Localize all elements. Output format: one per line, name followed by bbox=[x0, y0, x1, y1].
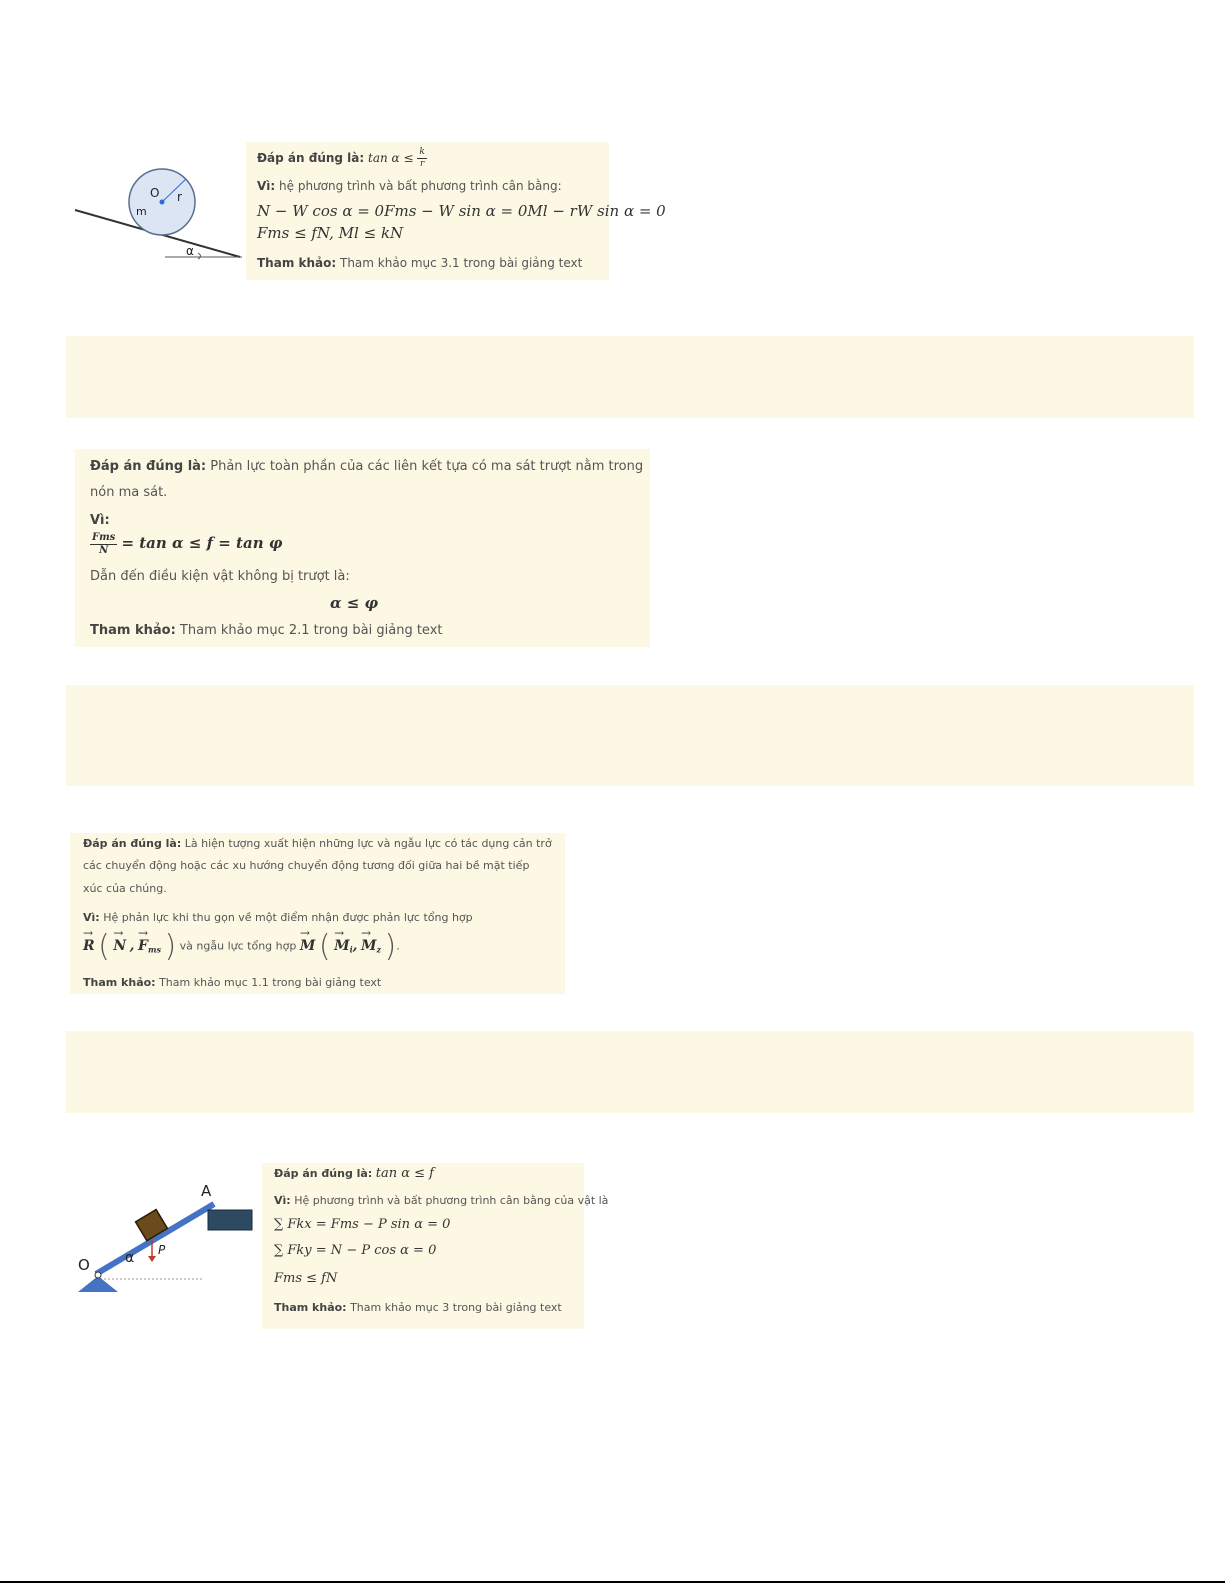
hinge-point bbox=[95, 1272, 101, 1278]
answer-panel-2 bbox=[75, 449, 650, 647]
answer-text-2: nón ma sát. bbox=[90, 485, 168, 500]
reason-text: Hệ phản lực khi thu gọn về một điểm nhận được phản lực tổng hợp bbox=[103, 911, 473, 924]
answer-panel-1 bbox=[246, 142, 666, 280]
vector-N: → N bbox=[113, 938, 126, 954]
reference-label: Tham khảo: bbox=[274, 1301, 347, 1314]
label-O: O bbox=[78, 1256, 90, 1274]
force-label: P bbox=[158, 1243, 166, 1257]
rolling-cylinder-diagram bbox=[70, 165, 242, 279]
vector-F: → F bbox=[138, 938, 148, 954]
reference-line bbox=[90, 623, 442, 638]
reference-text: Tham khảo mục 3.1 trong bài giảng text bbox=[340, 256, 583, 270]
mass-label: m bbox=[136, 205, 147, 218]
answer-label: Đáp án đúng là: bbox=[257, 151, 365, 165]
answer-text-1: Là hiện tượng xuất hiện những lực và ngẫu lực có tác dụng cản trở bbox=[184, 837, 552, 850]
reference-line bbox=[274, 1301, 562, 1314]
conclusion-text: Dẫn đến điều kiện vật không bị trượt là: bbox=[90, 569, 350, 584]
reason-label: Vì: bbox=[90, 513, 110, 528]
reason-label: Vì: bbox=[257, 179, 276, 193]
equation-2: α ≤ φ bbox=[330, 594, 379, 612]
answer-panel-3 bbox=[70, 833, 565, 994]
answer-text-1: Phản lực toàn phần của các liên kết tựa có ma sát trượt nằm trong bbox=[210, 459, 644, 474]
separator-band-2 bbox=[66, 685, 1194, 786]
equation-2: Fms ≤ fN, Ml ≤ kN bbox=[257, 224, 404, 242]
angle-label: α bbox=[186, 244, 194, 258]
vector-Mi: → M bbox=[334, 938, 350, 954]
equation-3: Fms ≤ fN bbox=[274, 1271, 338, 1286]
equation-2: ∑ Fky = N − P cos α = 0 bbox=[274, 1243, 437, 1258]
radius-label: r bbox=[177, 190, 182, 204]
reference-line bbox=[257, 256, 582, 270]
inclined-beam-diagram bbox=[72, 1178, 257, 1298]
reference-label: Tham khảo: bbox=[257, 256, 337, 270]
answer-expr: tan α ≤ bbox=[368, 151, 414, 165]
answer-label: Đáp án đúng là: bbox=[90, 459, 207, 474]
reference-text: Tham khảo mục 2.1 trong bài giảng text bbox=[179, 623, 443, 638]
center-label: O bbox=[150, 186, 160, 200]
reason-text: hệ phương trình và bất phương trình cân bằng: bbox=[279, 179, 562, 193]
vector-R: → R bbox=[83, 938, 95, 954]
vector-Mz-subscript: z bbox=[376, 944, 382, 955]
separator-band-1 bbox=[66, 336, 1194, 418]
answer-expr: tan α ≤ f bbox=[375, 1166, 434, 1181]
answer-text-2: các chuyển động hoặc các xu hướng chuyển động tương đối giữa hai bề mặt tiếp bbox=[83, 859, 530, 872]
reference-label: Tham khảo: bbox=[90, 623, 176, 638]
vector-equation: → R ( → N , → $F_{ms}$ ) và ngẫu lực tổng hợp → M ( → $M_i$, → $M_z$ ). bbox=[83, 929, 400, 964]
page-bottom-rule bbox=[0, 1581, 1225, 1583]
force-arrowhead bbox=[148, 1256, 156, 1262]
vector-F-subscript: ms bbox=[147, 944, 161, 955]
reference-text: Tham khảo mục 1.1 trong bài giảng text bbox=[159, 976, 382, 989]
label-A: A bbox=[201, 1182, 212, 1200]
vector-Mz: → M bbox=[361, 938, 377, 954]
equation-1 bbox=[90, 533, 282, 556]
equation-1-rest: = tan α ≤ f = tan φ bbox=[121, 534, 283, 552]
reason-line bbox=[257, 179, 562, 193]
reference-line bbox=[83, 976, 381, 989]
dark-block bbox=[208, 1210, 252, 1230]
answer-text-3: xúc của chúng. bbox=[83, 882, 167, 895]
reference-label: Tham khảo: bbox=[83, 976, 156, 989]
equation-1: N − W cos α = 0Fms − W sin α = 0Ml − rW sin α = 0 bbox=[257, 202, 666, 220]
mid-text: và ngẫu lực tổng hợp bbox=[179, 939, 297, 953]
reason-line bbox=[274, 1194, 608, 1207]
reason-label: Vì: bbox=[83, 911, 100, 924]
vector-M: → M bbox=[300, 938, 316, 954]
reason-line bbox=[83, 911, 473, 924]
reason-label: Vì: bbox=[274, 1194, 291, 1207]
answer-panel-4 bbox=[262, 1163, 609, 1329]
angle-arc bbox=[198, 253, 201, 259]
angle-label: α bbox=[125, 1250, 135, 1266]
reason-text: Hệ phương trình và bất phương trình cân bằng của vật là bbox=[294, 1194, 609, 1207]
equation-1: ∑ Fkx = Fms − P sin α = 0 bbox=[274, 1217, 451, 1232]
separator-band-3 bbox=[66, 1031, 1194, 1113]
answer-label: Đáp án đúng là: bbox=[274, 1167, 373, 1180]
reference-text: Tham khảo mục 3 trong bài giảng text bbox=[350, 1301, 562, 1314]
vector-Mi-subscript: i bbox=[349, 944, 353, 955]
answer-label: Đáp án đúng là: bbox=[83, 837, 182, 850]
friction-fraction: $\frac{\text{Fms}}{N}$ bbox=[92, 532, 116, 556]
answer-fraction: $\frac{k}{r}$ bbox=[419, 147, 425, 169]
